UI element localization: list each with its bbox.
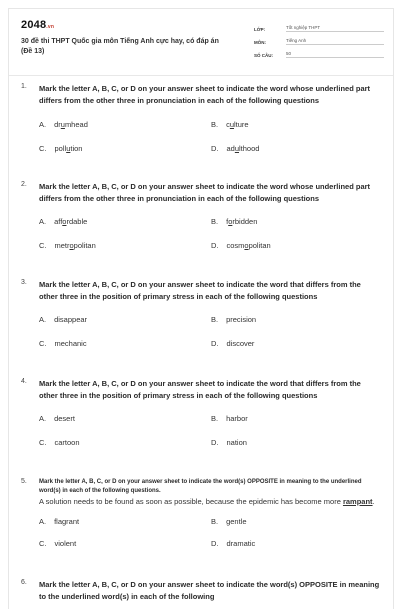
meta-value: Tiếng Anh [286,38,384,45]
option-text: desert [54,414,75,423]
option-letter: A. [39,120,47,129]
question-prompt: Mark the letter A, B, C, or D on your answer sheet to indicate the word that differs from the other three in the position of primary stress in each of the following questions [39,379,361,400]
option-letter: B. [211,517,219,526]
option-text: dr [54,120,61,129]
option-text: aff [54,217,63,226]
options [39,120,381,168]
exam-page [8,8,394,609]
option-a[interactable] [39,315,87,324]
option-text: discover [226,339,255,348]
option-b[interactable] [211,517,247,526]
option-text: f [226,217,229,226]
option-text: gentle [226,517,247,526]
underlined-part: o [244,241,249,250]
option-letter: A. [39,414,47,423]
question-number: 3. [21,279,27,286]
option-letter: A. [39,517,47,526]
question-prompt: Mark the letter A, B, C, or D on your answer sheet to indicate the word whose underlined part differs from the other three in pronunciation in each of the following questions [39,182,371,203]
option-d[interactable] [211,438,247,447]
option-text: politan [248,241,271,250]
logo-main: 2048 [21,19,47,31]
question-number: 1. [21,83,27,90]
option-text: lthood [239,144,260,153]
stem-text: A solution needs to be found as soon as possible, because the epidemic has become more [39,497,343,506]
option-text: ad [226,144,235,153]
question-number: 6. [21,579,27,586]
meta-key: LỚP: [254,27,266,32]
option-b[interactable] [211,120,249,129]
option-text: mhead [64,120,88,129]
exam-title: 30 đề thi THPT Quốc gia môn Tiếng Anh cực hay, có đáp án (Đề 13) [21,38,219,55]
option-text: mechanic [54,339,87,348]
question-6 [21,579,381,602]
option-text: cartoon [54,438,80,447]
option-a[interactable] [39,120,88,129]
underlined-part: o [228,217,233,226]
option-letter: C. [39,339,47,348]
option-text: harbor [226,414,248,423]
option-text: poll [54,144,67,153]
meta-row-subject [254,34,384,45]
underlined-part: u [234,144,240,153]
question-3 [21,279,381,363]
question-prompt: Mark the letter A, B, C, or D on your answer sheet to indicate the word(s) OPPOSITE in meaning to the underlined word(s) in each of the following questions. [39,479,362,494]
option-c[interactable] [39,241,96,250]
option-d[interactable] [211,241,271,250]
option-letter: D. [211,144,219,153]
header-divider [9,75,393,76]
option-c[interactable] [39,144,82,153]
question-stem [39,496,381,507]
option-letter: C. [39,241,47,250]
option-letter: C. [39,144,47,153]
stem-text: . [372,497,375,506]
option-text: c [226,120,230,129]
underlined-word: rampant [342,497,373,506]
question-1 [21,83,381,168]
option-b[interactable] [211,217,257,226]
underlined-part: o [62,217,67,226]
option-letter: D. [211,339,219,348]
option-letter: C. [39,539,47,548]
options [39,414,381,462]
option-d[interactable] [211,539,255,548]
option-letter: D. [211,539,219,548]
options [39,217,381,265]
question-number: 4. [21,378,27,385]
exam-meta [254,21,384,60]
option-text: metr [54,241,70,250]
question-prompt: Mark the letter A, B, C, or D on your answer sheet to indicate the word(s) OPPOSITE in meaning to the underlined word(s) in each of the following [39,580,380,601]
option-text: tion [70,144,83,153]
question-number: 5. [21,478,27,485]
underlined-part: u [229,120,235,129]
option-text: lture [234,120,249,129]
option-b[interactable] [211,414,248,423]
option-letter: B. [211,120,219,129]
option-letter: D. [211,438,219,447]
logo-sub: .vn [46,24,55,30]
meta-value: 50 [286,51,384,58]
option-text: politan [73,241,96,250]
option-letter: B. [211,217,219,226]
meta-key: MÔN: [254,40,266,45]
option-text: rdable [66,217,88,226]
question-2 [21,181,381,265]
underlined-part: u [60,120,65,129]
option-letter: A. [39,217,47,226]
site-logo[interactable] [21,19,54,31]
meta-key: SỐ CÂU: [254,53,273,58]
option-a[interactable] [39,517,79,526]
question-number: 2. [21,181,27,188]
option-c[interactable] [39,339,87,348]
option-text: nation [226,438,247,447]
option-text: precision [226,315,257,324]
options [39,517,381,565]
meta-row-class [254,21,384,32]
question-4 [21,378,381,462]
question-prompt: Mark the letter A, B, C, or D on your answer sheet to indicate the word whose underlined part differs from the other three in pronunciation in each of the following questions [39,84,371,105]
option-a[interactable] [39,217,87,226]
option-text: cosm [226,241,245,250]
option-letter: D. [211,241,219,250]
underlined-part: o [69,241,74,250]
option-text: violent [54,539,77,548]
option-letter: C. [39,438,47,447]
option-letter: B. [211,315,219,324]
options [39,315,381,363]
meta-row-count [254,47,384,58]
option-text: flagrant [54,517,80,526]
option-text: dramatic [226,539,256,548]
option-b[interactable] [211,315,256,324]
option-c[interactable] [39,438,80,447]
option-letter: A. [39,315,47,324]
meta-value: Tốt nghiệp THPT [286,25,384,32]
option-c[interactable] [39,539,76,548]
option-a[interactable] [39,414,75,423]
option-text: rbidden [232,217,258,226]
option-letter: B. [211,414,219,423]
underlined-part: u [66,144,71,153]
option-d[interactable] [211,339,254,348]
option-text: disappear [54,315,88,324]
question-5 [21,478,381,565]
option-d[interactable] [211,144,259,153]
question-prompt: Mark the letter A, B, C, or D on your answer sheet to indicate the word that differs from the other three in the position of primary stress in each of the following questions [39,280,361,301]
